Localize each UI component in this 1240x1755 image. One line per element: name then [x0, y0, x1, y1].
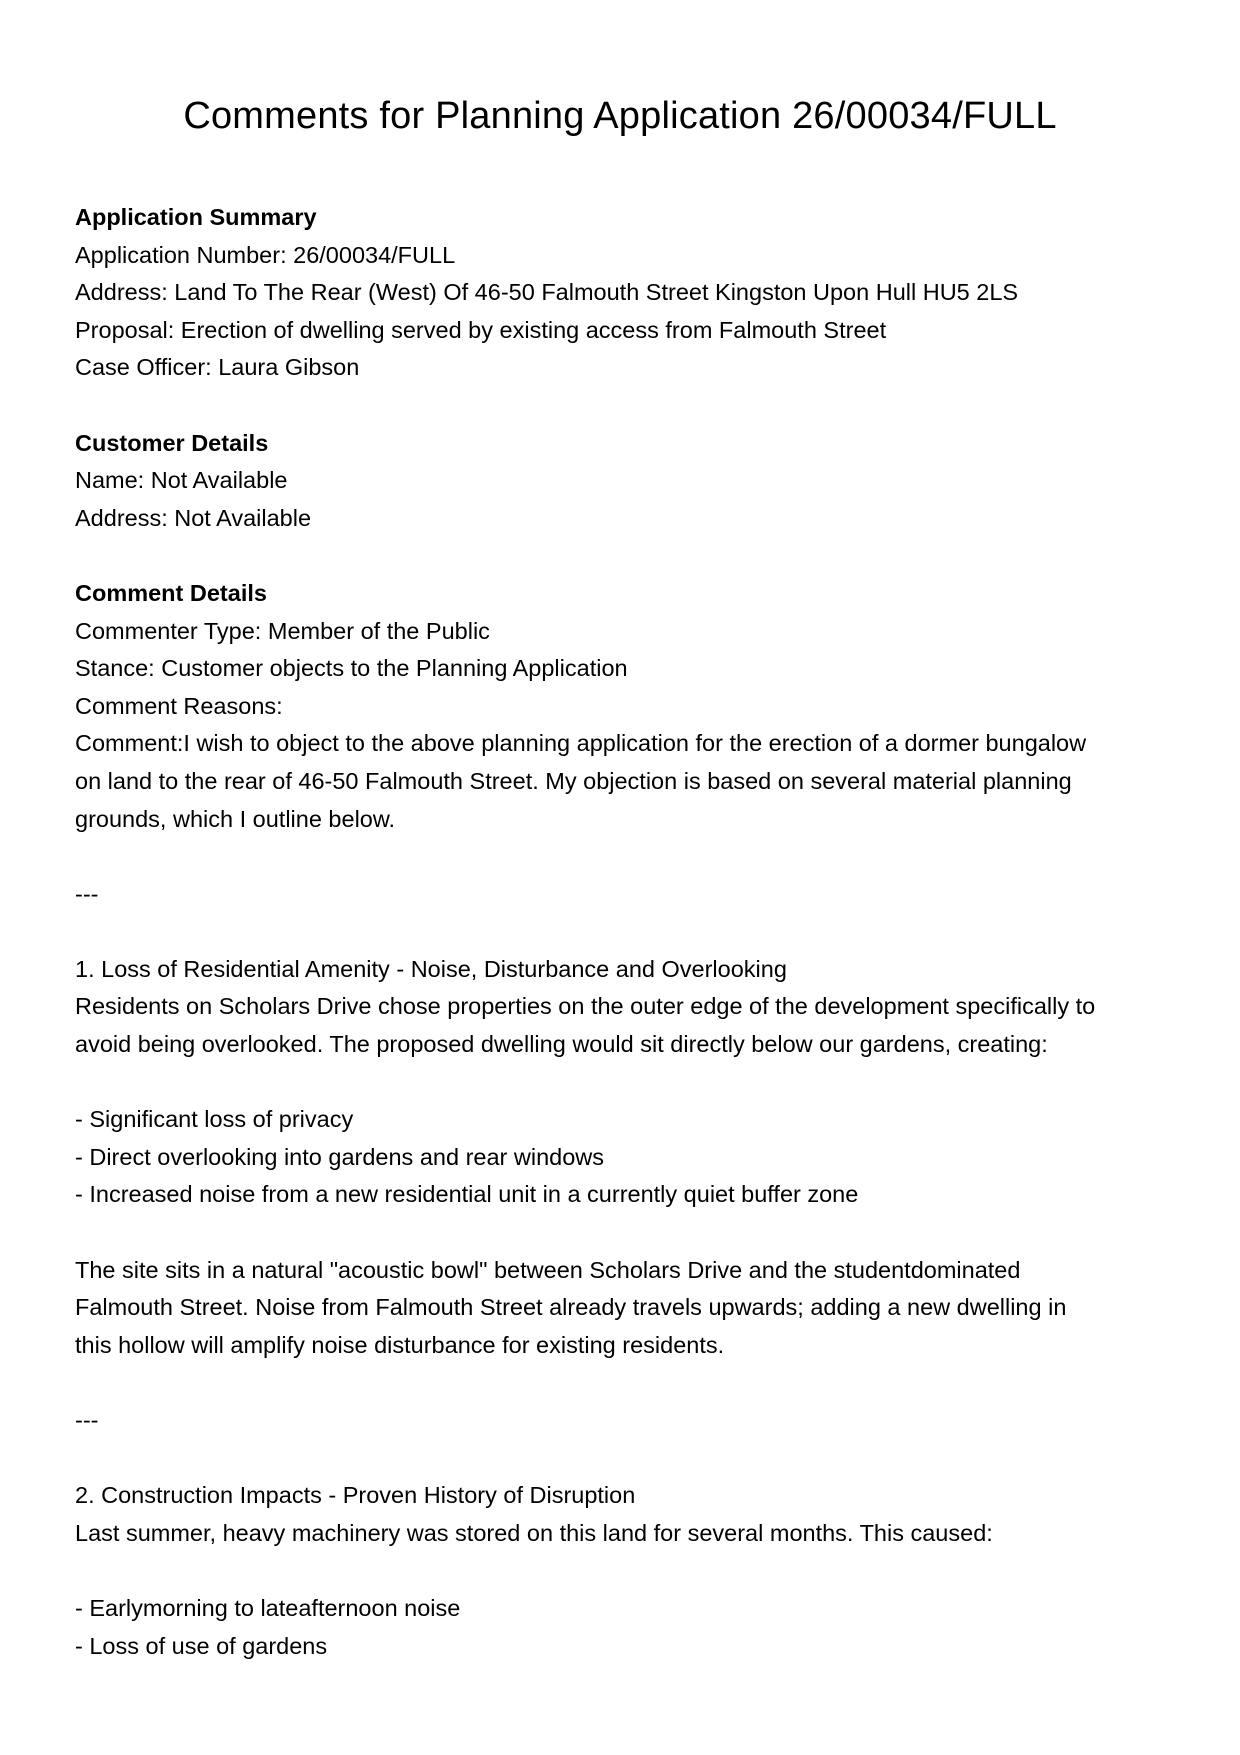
customer-name: Name: Not Available	[75, 467, 288, 494]
spacer	[75, 537, 1175, 575]
case-officer: Case Officer: Laura Gibson	[75, 354, 360, 381]
separator: ---	[75, 880, 99, 907]
section-2-intro-line: Last summer, heavy machinery was stored on this land for several months. This caused:	[75, 1519, 993, 1546]
comment-details-heading: Comment Details	[75, 579, 267, 606]
section-1-bullet: - Significant loss of privacy	[75, 1106, 354, 1133]
section-2	[75, 1477, 1175, 1665]
comment-line: on land to the rear of 46-50 Falmouth Street. My objection is based on several material planning	[75, 767, 1072, 794]
customer-details-heading: Customer Details	[75, 429, 269, 456]
spacer	[75, 1364, 1175, 1402]
section-1	[75, 951, 1175, 1365]
spacer	[75, 1214, 1175, 1252]
section-2-bullet: - Earlymorning to lateafternoon noise	[75, 1594, 461, 1621]
section-1-intro-line: Residents on Scholars Drive chose properties on the outer edge of the development specifically to	[75, 993, 1096, 1020]
section-1-intro-line: avoid being overlooked. The proposed dwelling would sit directly below our gardens, creating:	[75, 1031, 1048, 1058]
comment-reasons: Comment Reasons:	[75, 692, 283, 719]
commenter-type: Commenter Type: Member of the Public	[75, 617, 490, 644]
spacer	[75, 387, 1175, 425]
page-title: Comments for Planning Application 26/00034/FULL	[183, 95, 1057, 137]
spacer	[75, 838, 1175, 876]
document-body	[75, 199, 1175, 1665]
section-1-paragraph-line: Falmouth Street. Noise from Falmouth Street already travels upwards; adding a new dwelling in	[75, 1294, 1067, 1321]
separator: ---	[75, 1407, 99, 1433]
comment-line: grounds, which I outline below.	[75, 805, 396, 832]
application-summary-section	[75, 199, 1175, 387]
section-2-bullet: - Loss of use of gardens	[75, 1632, 328, 1659]
stance: Stance: Customer objects to the Planning Application	[75, 655, 628, 682]
spacer	[75, 1552, 1175, 1590]
section-1-paragraph-line: The site sits in a natural "acoustic bowl" between Scholars Drive and the studentdominated	[75, 1256, 1021, 1283]
section-2-heading: 2. Construction Impacts - Proven History of Disruption	[75, 1482, 636, 1509]
application-summary-heading: Application Summary	[75, 204, 317, 230]
section-1-bullet: - Direct overlooking into gardens and rear windows	[75, 1143, 605, 1170]
customer-details-section	[75, 425, 1175, 538]
section-1-heading: 1. Loss of Residential Amenity - Noise, Disturbance and Overlooking	[75, 955, 787, 982]
comment-line: Comment:I wish to object to the above planning application for the erection of a dormer bungalow	[75, 730, 1087, 757]
section-1-bullet: - Increased noise from a new residential unit in a currently quiet buffer zone	[75, 1181, 859, 1208]
application-number: Application Number: 26/00034/FULL	[75, 241, 456, 268]
customer-address: Address: Not Available	[75, 504, 312, 531]
section-1-paragraph-line: this hollow will amplify noise disturbance for existing residents.	[75, 1331, 725, 1358]
comment-details-section	[75, 575, 1175, 838]
application-address: Address: Land To The Rear (West) Of 46-50 Falmouth Street Kingston Upon Hull HU5 2LS	[75, 279, 1019, 306]
spacer	[75, 1440, 1175, 1478]
application-proposal: Proposal: Erection of dwelling served by existing access from Falmouth Street	[75, 316, 887, 343]
spacer	[75, 1064, 1175, 1102]
spacer	[75, 913, 1175, 951]
